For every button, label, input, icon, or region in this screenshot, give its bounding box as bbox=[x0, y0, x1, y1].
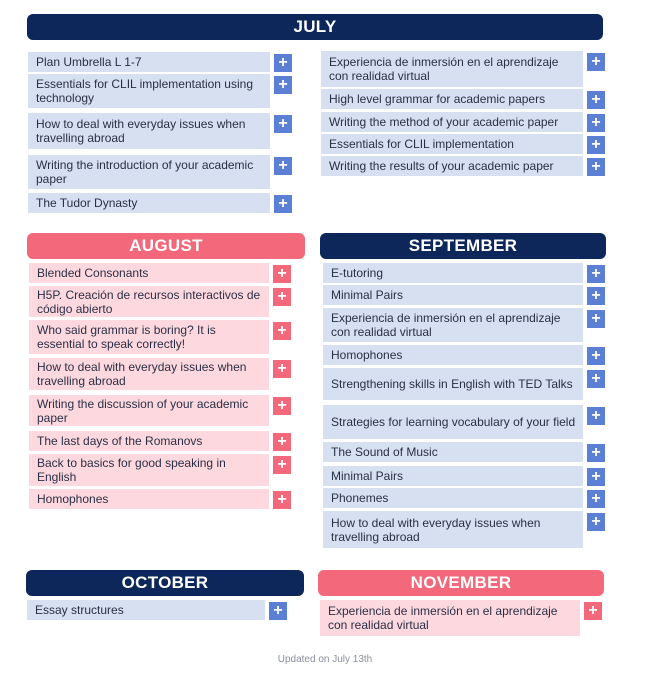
add-course-button[interactable]: + bbox=[273, 360, 291, 378]
september-course-item[interactable] bbox=[323, 442, 607, 462]
course-label: The Sound of Music bbox=[323, 442, 583, 462]
september-course-item[interactable] bbox=[323, 263, 607, 283]
add-course-button[interactable]: + bbox=[274, 76, 292, 94]
add-course-button[interactable]: + bbox=[587, 407, 605, 425]
course-label: Minimal Pairs bbox=[323, 466, 583, 486]
course-label: Phonemes bbox=[323, 488, 583, 508]
september-course-item[interactable] bbox=[323, 285, 607, 305]
september-course-item[interactable] bbox=[323, 345, 607, 365]
add-course-button[interactable]: + bbox=[273, 433, 291, 451]
august-course-item[interactable] bbox=[29, 454, 293, 486]
july-course-item[interactable] bbox=[28, 52, 292, 72]
add-course-button[interactable]: + bbox=[587, 347, 605, 365]
july-course-item[interactable] bbox=[321, 112, 605, 132]
updated-footer: Updated on July 13th bbox=[277, 654, 373, 665]
add-course-button[interactable]: + bbox=[587, 158, 605, 176]
add-course-button[interactable]: + bbox=[273, 491, 291, 509]
add-course-button[interactable]: + bbox=[587, 287, 605, 305]
september-course-item[interactable] bbox=[323, 488, 607, 508]
add-course-button[interactable]: + bbox=[273, 265, 291, 283]
add-course-button[interactable]: + bbox=[584, 602, 602, 620]
september-header: SEPTEMBER bbox=[320, 233, 606, 259]
course-label: H5P. Creación de recursos interactivos de código abierto bbox=[29, 286, 269, 317]
course-label: The last days of the Romanovs bbox=[29, 431, 269, 451]
add-course-button[interactable]: + bbox=[587, 265, 605, 283]
add-course-button[interactable]: + bbox=[274, 195, 292, 213]
july-course-item[interactable] bbox=[321, 156, 605, 176]
course-label: Minimal Pairs bbox=[323, 285, 583, 305]
september-course-item[interactable] bbox=[323, 466, 607, 486]
add-course-button[interactable]: + bbox=[587, 91, 605, 109]
september-course-item[interactable] bbox=[323, 511, 607, 548]
july-course-item[interactable] bbox=[28, 193, 292, 213]
september-course-item[interactable] bbox=[323, 308, 607, 342]
add-course-button[interactable]: + bbox=[587, 310, 605, 328]
august-course-item[interactable] bbox=[29, 395, 293, 426]
august-course-item[interactable] bbox=[29, 489, 293, 509]
add-course-button[interactable]: + bbox=[587, 513, 605, 531]
add-course-button[interactable]: + bbox=[274, 115, 292, 133]
course-label: Who said grammar is boring? It is essential to speak correctly! bbox=[29, 320, 269, 354]
add-course-button[interactable]: + bbox=[587, 53, 605, 71]
add-course-button[interactable]: + bbox=[587, 468, 605, 486]
add-course-button[interactable]: + bbox=[274, 157, 292, 175]
add-course-button[interactable]: + bbox=[269, 602, 287, 620]
add-course-button[interactable]: + bbox=[273, 456, 291, 474]
add-course-button[interactable]: + bbox=[273, 322, 291, 340]
september-course-item[interactable] bbox=[323, 368, 607, 400]
course-label: Writing the results of your academic paper bbox=[321, 156, 583, 176]
august-course-item[interactable] bbox=[29, 320, 293, 354]
course-label: Essentials for CLIL implementation using technology bbox=[28, 74, 270, 108]
course-label: The Tudor Dynasty bbox=[28, 193, 270, 213]
add-course-button[interactable]: + bbox=[273, 288, 291, 306]
october-header: OCTOBER bbox=[26, 570, 304, 596]
course-label: How to deal with everyday issues when travelling abroad bbox=[28, 113, 270, 149]
course-label: High level grammar for academic papers bbox=[321, 89, 583, 109]
course-label: Blended Consonants bbox=[29, 263, 269, 283]
august-course-item[interactable] bbox=[29, 263, 293, 283]
course-label: How to deal with everyday issues when travelling abroad bbox=[323, 511, 583, 548]
course-label: Writing the method of your academic paper bbox=[321, 112, 583, 132]
course-label: Plan Umbrella L 1-7 bbox=[28, 52, 270, 72]
course-label: Experiencia de inmersión en el aprendizaje con realidad virtual bbox=[323, 308, 583, 342]
course-label: Writing the introduction of your academic paper bbox=[28, 155, 270, 189]
add-course-button[interactable]: + bbox=[273, 397, 291, 415]
october-course-item[interactable] bbox=[27, 600, 289, 620]
course-label: E-tutoring bbox=[323, 263, 583, 283]
course-label: Back to basics for good speaking in English bbox=[29, 454, 269, 486]
course-label: Strategies for learning vocabulary of your field bbox=[323, 405, 583, 439]
add-course-button[interactable]: + bbox=[587, 490, 605, 508]
july-course-item[interactable] bbox=[321, 89, 605, 109]
add-course-button[interactable]: + bbox=[587, 370, 605, 388]
course-label: How to deal with everyday issues when travelling abroad bbox=[29, 358, 269, 390]
course-label: Experiencia de inmersión en el aprendizaje con realidad virtual bbox=[321, 51, 583, 87]
november-header: NOVEMBER bbox=[318, 570, 604, 596]
august-course-item[interactable] bbox=[29, 358, 293, 390]
add-course-button[interactable]: + bbox=[587, 136, 605, 154]
add-course-button[interactable]: + bbox=[587, 114, 605, 132]
course-label: Essay structures bbox=[27, 600, 265, 620]
august-header: AUGUST bbox=[27, 233, 305, 259]
add-course-button[interactable]: + bbox=[274, 54, 292, 72]
course-label: Homophones bbox=[29, 489, 269, 509]
august-course-item[interactable] bbox=[29, 431, 293, 451]
july-course-item[interactable] bbox=[321, 51, 605, 87]
course-label: Writing the discussion of your academic paper bbox=[29, 395, 269, 426]
course-label: Essentials for CLIL implementation bbox=[321, 134, 583, 154]
july-course-item[interactable] bbox=[321, 134, 605, 154]
july-course-item[interactable] bbox=[28, 113, 292, 149]
july-course-item[interactable] bbox=[28, 74, 292, 108]
course-label: Strengthening skills in English with TED Talks bbox=[323, 368, 583, 400]
august-course-item[interactable] bbox=[29, 286, 293, 317]
course-label: Experiencia de inmersión en el aprendizaje con realidad virtual bbox=[320, 600, 580, 636]
july-course-item[interactable] bbox=[28, 155, 292, 189]
add-course-button[interactable]: + bbox=[587, 444, 605, 462]
july-header: JULY bbox=[27, 14, 603, 40]
september-course-item[interactable] bbox=[323, 405, 607, 439]
november-course-item[interactable] bbox=[320, 600, 604, 636]
course-label: Homophones bbox=[323, 345, 583, 365]
